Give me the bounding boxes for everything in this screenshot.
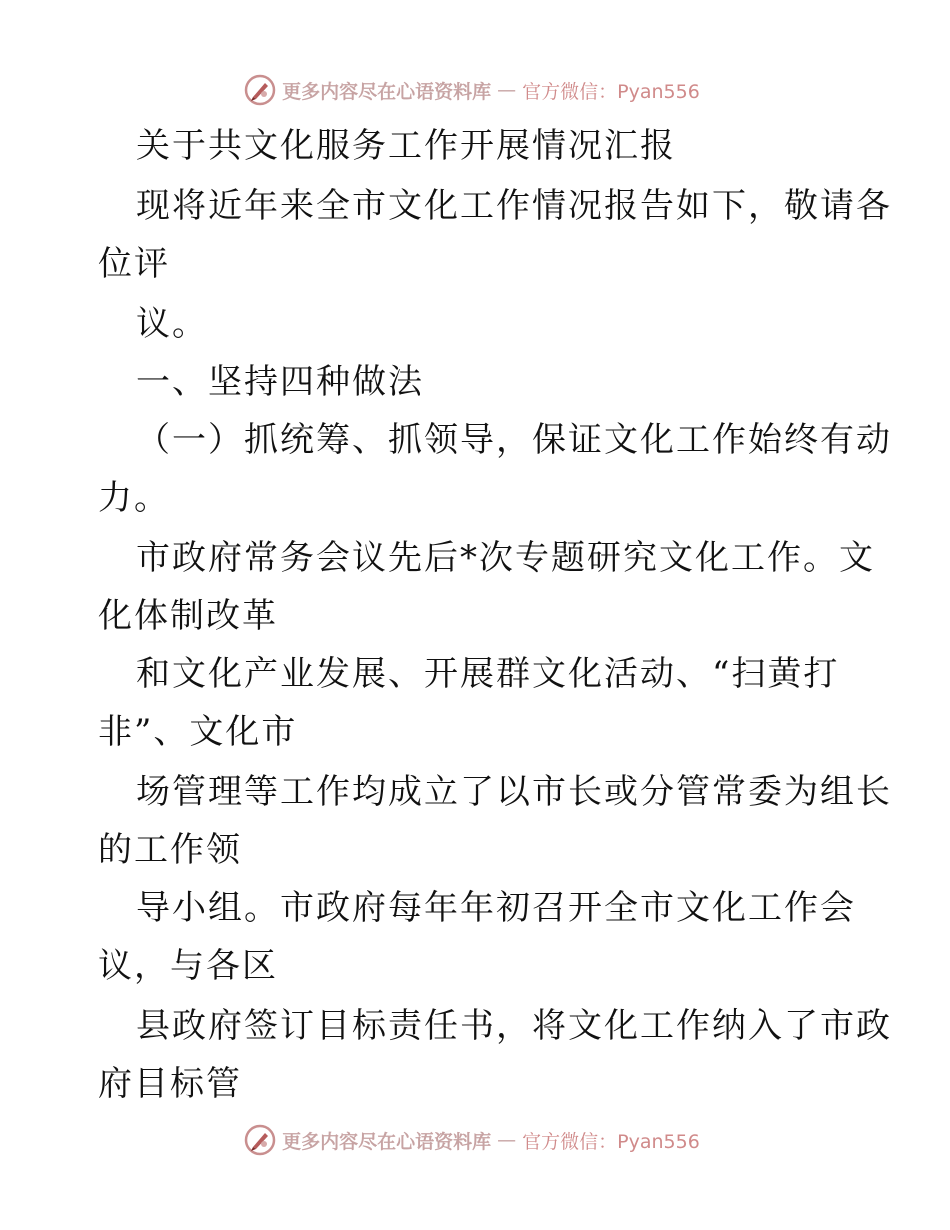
section-heading: 一、坚持四种做法 bbox=[136, 362, 424, 402]
paragraph-line: 府目标管 bbox=[98, 1064, 242, 1104]
watermark-text: 更多内容尽在心语资料库 bbox=[282, 1130, 492, 1153]
paragraph-line: 议，与各区 bbox=[98, 946, 278, 986]
document-title: 关于共文化服务工作开展情况汇报 bbox=[136, 126, 676, 166]
watermark-separator: — bbox=[497, 1129, 517, 1151]
paragraph-line: 的工作领 bbox=[98, 830, 242, 870]
watermark-wechat: 官方微信：Pyan556 bbox=[522, 1130, 700, 1153]
subsection-heading: （一）抓统筹、抓领导，保证文化工作始终有动 bbox=[136, 420, 892, 460]
paragraph-line: 场管理等工作均成立了以市长或分管常委为组长 bbox=[136, 772, 892, 812]
paragraph-line: 现将近年来全市文化工作情况报告如下，敬请各 bbox=[136, 186, 892, 226]
paragraph-line: 县政府签订目标责任书，将文化工作纳入了市政 bbox=[136, 1006, 892, 1046]
watermark-text: 更多内容尽在心语资料库 bbox=[282, 80, 492, 103]
watermark-group bbox=[244, 74, 700, 106]
paragraph-line: 化体制改革 bbox=[98, 596, 278, 636]
paragraph-line: 非”、文化市 bbox=[98, 712, 298, 752]
paragraph-line: 议。 bbox=[136, 304, 208, 344]
pen-logo-icon bbox=[244, 1124, 276, 1156]
paragraph-line: 力。 bbox=[98, 478, 170, 518]
pen-logo-icon bbox=[244, 74, 276, 106]
watermark-wechat: 官方微信：Pyan556 bbox=[522, 80, 700, 103]
footer-watermark bbox=[0, 1120, 950, 1160]
paragraph-line: 导小组。市政府每年年初召开全市文化工作会 bbox=[136, 888, 856, 928]
header-watermark bbox=[0, 70, 950, 110]
watermark-separator: — bbox=[497, 79, 517, 101]
watermark-group bbox=[244, 1124, 700, 1156]
paragraph-line: 和文化产业发展、开展群文化活动、“扫黄打 bbox=[136, 654, 840, 694]
paragraph-line: 市政府常务会议先后*次专题研究文化工作。文 bbox=[136, 538, 875, 578]
paragraph-line: 位评 bbox=[98, 244, 170, 284]
